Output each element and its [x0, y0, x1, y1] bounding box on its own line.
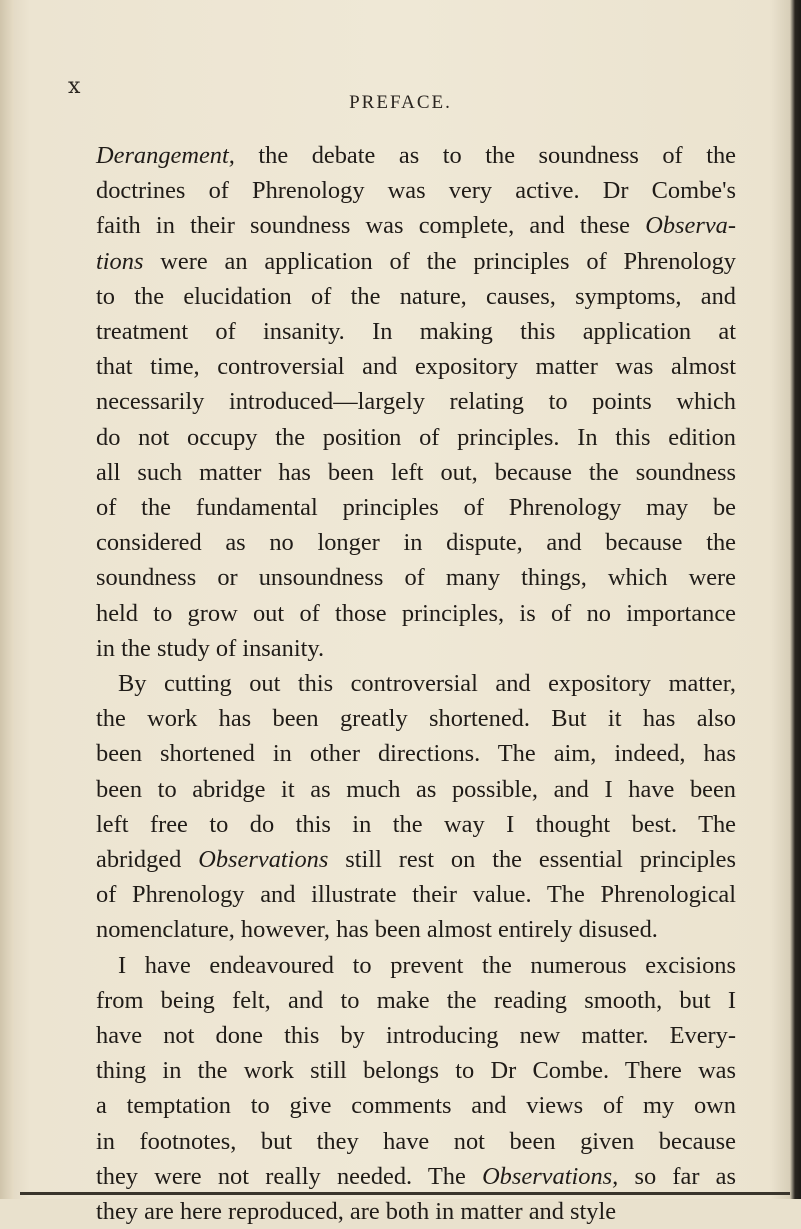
text-line	[96, 948, 736, 983]
italic-text: Observations,	[482, 1162, 619, 1190]
text-run: faith in their soundness was complete, and these	[96, 212, 646, 240]
text-run: held to grow out of those principles, is of no importance	[96, 599, 736, 627]
text-run: do not occupy the position of principles. In this edition	[96, 423, 736, 451]
text-line	[96, 455, 736, 490]
text-line	[96, 701, 736, 736]
text-run: in footnotes, but they have not been given because	[96, 1127, 736, 1155]
text-run: soundness or unsoundness of many things, which were	[96, 564, 736, 592]
text-run: the work has been greatly shortened. But it has also	[96, 705, 736, 733]
text-run: of the fundamental principles of Phrenology may be	[96, 494, 736, 522]
text-line	[96, 1159, 736, 1194]
text-run: been shortened in other directions. The aim, indeed, has	[96, 740, 736, 768]
text-run: necessarily introduced—largely relating to points which	[96, 388, 736, 416]
text-run: in the study of insanity.	[96, 634, 325, 662]
text-run: have not done this by introducing new matter. Every-	[96, 1022, 736, 1050]
text-line	[96, 420, 736, 455]
text-run: By cutting out this controversial and expository matter,	[118, 670, 736, 698]
text-line	[96, 1124, 736, 1159]
text-line	[96, 596, 736, 631]
text-line	[96, 807, 736, 842]
running-head: PREFACE.	[349, 92, 452, 113]
text-run: treatment of insanity. In making this application at	[96, 318, 736, 346]
paragraph	[96, 948, 736, 1229]
text-run: abridged	[96, 846, 199, 874]
text-line	[96, 1194, 736, 1229]
text-line	[96, 877, 736, 912]
text-line	[96, 384, 736, 419]
text-run: they are here reproduced, are both in matter and style	[96, 1198, 617, 1226]
text-run: of Phrenology and illustrate their value. The Phrenological	[96, 881, 736, 909]
italic-text: Observa-	[645, 212, 736, 240]
text-line	[96, 490, 736, 525]
paragraph	[96, 666, 736, 948]
text-line	[96, 772, 736, 807]
text-run: left free to do this in the way I thought best. The	[96, 810, 736, 838]
text-run: I have endeavoured to prevent the numerous excisions	[118, 951, 736, 979]
text-line	[96, 1053, 736, 1088]
body-text	[96, 138, 736, 1229]
page-bottom-edge	[20, 1192, 790, 1195]
text-line	[96, 208, 736, 243]
text-run: a temptation to give comments and views of my own	[96, 1092, 736, 1120]
text-line	[96, 631, 736, 666]
text-run: thing in the work still belongs to Dr Combe. There was	[96, 1057, 736, 1085]
text-line	[96, 279, 736, 314]
text-run: doctrines of Phrenology was very active. Dr Combe's	[96, 177, 736, 205]
text-run: so far as	[618, 1162, 736, 1190]
text-run: been to abridge it as much as possible, and I have been	[96, 775, 736, 803]
italic-text: Observations	[198, 846, 329, 874]
text-line	[96, 1018, 736, 1053]
text-run: nomenclature, however, has been almost entirely disused.	[96, 916, 658, 944]
text-line	[96, 173, 736, 208]
text-run: from being felt, and to make the reading smooth, but I	[96, 986, 736, 1014]
page-number: x	[68, 74, 81, 99]
italic-text: Derangement,	[96, 142, 235, 169]
text-run: they were not really needed. The	[96, 1162, 483, 1190]
page-gutter-edge	[0, 0, 14, 1199]
text-run: to the elucidation of the nature, causes, symptoms, and	[96, 282, 736, 310]
text-line	[96, 244, 736, 279]
text-run: that time, controversial and expository matter was almost	[96, 353, 736, 381]
text-run: considered as no longer in dispute, and because the	[96, 529, 736, 557]
text-line	[96, 1088, 736, 1123]
text-line	[96, 138, 736, 173]
text-line	[96, 983, 736, 1018]
text-line	[96, 560, 736, 595]
text-run: the debate as to the soundness of the	[234, 142, 736, 169]
text-run: still rest on the essential principles	[328, 846, 736, 874]
text-run: all such matter has been left out, because the soundness	[96, 458, 736, 486]
paragraph	[96, 138, 736, 666]
text-run: were an application of the principles of Phrenology	[143, 247, 736, 275]
text-line	[96, 349, 736, 384]
text-line	[96, 666, 736, 701]
text-line	[96, 525, 736, 560]
text-line	[96, 842, 736, 877]
italic-text: tions	[96, 247, 144, 275]
text-line	[96, 314, 736, 349]
text-line	[96, 912, 736, 947]
text-line	[96, 736, 736, 771]
